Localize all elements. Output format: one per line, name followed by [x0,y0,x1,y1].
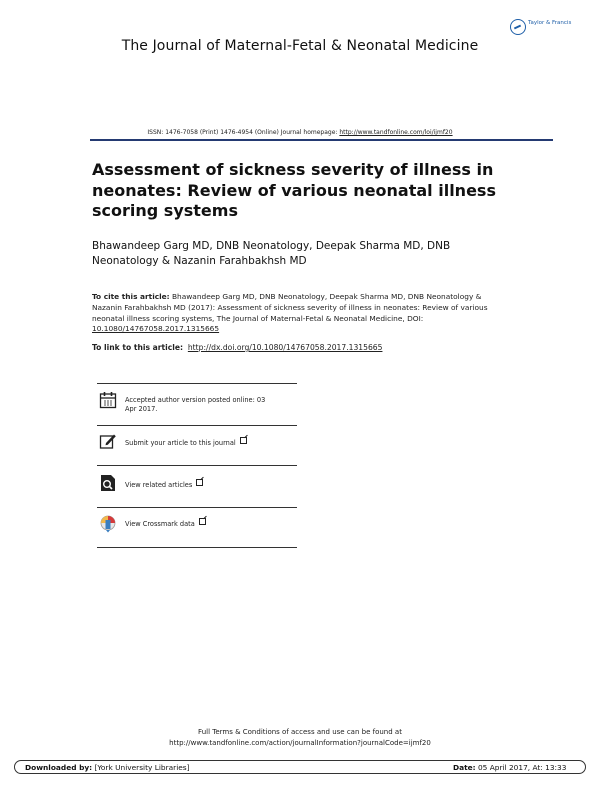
article-link-label: To link to this article: [92,343,184,352]
citation-label: To cite this article: [92,292,170,301]
submit-article-item[interactable] [97,432,297,462]
divider [97,547,297,548]
related-articles-item[interactable] [97,474,297,504]
divider [97,465,297,466]
download-date-value: 05 April 2017, At: 13:33 [475,763,567,772]
divider [97,507,297,508]
doi-link[interactable]: 10.1080/14767058.2017.1315665 [92,324,220,334]
citation-text: Bhawandeep Garg MD, DNB Neonatology, Deepak Sharma MD, DNB Neonatology & Nazanin Farahbakhsh MD (2017): Assessment of sickness severity of illness in neonates: Review of various neonatal illness scoring systems, The Journal of Maternal-Fetal & Neonatal Medicine, DOI: [92,292,488,323]
submit-article-link[interactable]: Submit your article to this journal [125,439,236,447]
crossmark-item[interactable] [97,515,297,545]
issn-line [0,129,600,136]
accepted-version-item [97,391,297,421]
search-document-icon [99,474,117,492]
footer-terms [0,727,600,748]
divider [97,425,297,426]
header-rule [90,139,553,141]
issn-text: ISSN: 1476-7058 (Print) 1476-4954 (Online) Journal homepage: [147,129,340,136]
crossmark-link[interactable]: View Crossmark data [125,520,195,528]
footer-terms-line1: Full Terms & Conditions of access and use can be found at [198,728,402,736]
download-info-bar [14,760,586,774]
article-link [92,343,512,352]
article-url-link[interactable]: http://dx.doi.org/10.1080/14767058.2017.1315665 [187,343,383,352]
edit-icon [99,432,117,450]
publisher-logo-text: Taylor & Francis [528,20,572,26]
journal-homepage-link[interactable]: http://www.tandfonline.com/loi/ijmf20 [339,129,453,136]
citation [92,292,502,335]
divider [97,383,297,384]
publisher-logo [510,16,572,40]
external-link-icon [240,437,247,444]
crossmark-icon [99,515,117,533]
external-link-icon [196,479,203,486]
article-title: Assessment of sickness severity of illness in neonates: Review of various neonatal illness scoring systems [92,160,496,220]
downloaded-by-value: [York University Libraries] [92,763,190,772]
download-date-label: Date: [453,763,476,772]
authors: Bhawandeep Garg MD, DNB Neonatology, Deepak Sharma MD, DNB Neonatology & Nazanin Farahbakhsh MD [92,240,451,267]
accepted-version-label: Accepted author version posted online: 03 [125,396,266,404]
download-date [453,763,566,772]
downloaded-by-label: Downloaded by: [25,763,93,772]
external-link-icon [199,518,206,525]
globe-icon [510,19,526,35]
calendar-icon [99,391,117,409]
footer-terms-url[interactable]: http://www.tandfonline.com/action/journalInformation?journalCode=ijmf20 [169,738,431,747]
downloaded-by [25,763,190,772]
related-articles-link[interactable]: View related articles [125,481,193,489]
accepted-version-date: Apr 2017. [125,405,158,413]
journal-title: The Journal of Maternal-Fetal & Neonatal Medicine [121,38,479,54]
